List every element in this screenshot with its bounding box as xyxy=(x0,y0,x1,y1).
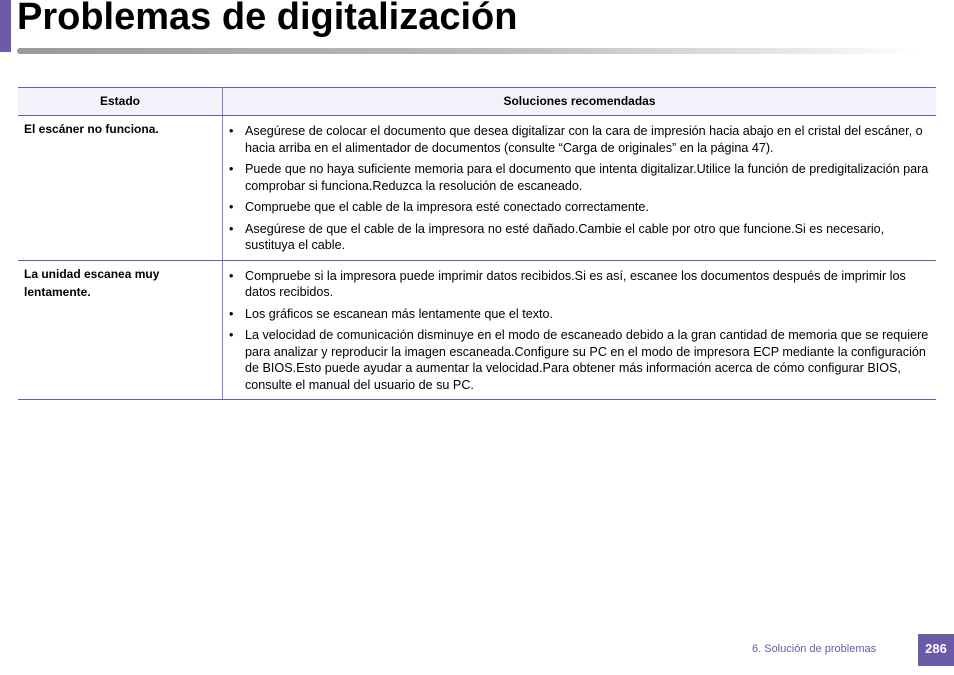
header-soluciones: Soluciones recomendadas xyxy=(223,88,937,116)
row-solutions xyxy=(223,116,937,261)
page-title: Problemas de digitalización xyxy=(17,0,518,38)
bullet-icon: • xyxy=(229,162,234,176)
title-underline xyxy=(17,48,917,54)
bullet-icon: • xyxy=(229,124,234,138)
solution-text: La velocidad de comunicación disminuye en el modo de escaneado debido a la gran cantidad de memoria que se requiere para analizar y reproducir la imagen escaneada.Configure su PC en el modo de impresora ECP mediante la configuración de BIOS.Esto puede ayudar a aumentar la velocidad.Para obtener más información acerca de cómo configurar BIOS, consulte el manual del usuario de su PC. xyxy=(245,328,929,392)
list-item xyxy=(223,199,930,216)
list-item xyxy=(223,306,930,323)
bullet-icon: • xyxy=(229,221,234,236)
footer-chapter: 6. Solución de problemas xyxy=(752,643,877,655)
page-number-badge: 286 xyxy=(918,634,954,666)
list-item xyxy=(223,123,930,156)
troubleshooting-table xyxy=(18,87,936,400)
solution-text: Los gráficos se escanean más lentamente que el texto. xyxy=(245,306,554,321)
solution-text: Compruebe que el cable de la impresora esté conectado correctamente. xyxy=(245,200,649,214)
table-row xyxy=(18,116,936,261)
table-row xyxy=(18,260,936,400)
bullet-icon: • xyxy=(229,306,234,321)
list-item xyxy=(223,268,930,301)
row-state: El escáner no funciona. xyxy=(18,116,223,261)
bullet-icon: • xyxy=(229,200,234,214)
solution-text: Puede que no haya suficiente memoria para el documento que intenta digitalizar.Utilice la función de predigitalización para comprobar si funciona.Reduzca la resolución de escaneado. xyxy=(245,162,929,193)
list-item xyxy=(223,327,930,393)
row-state: La unidad escanea muy lentamente. xyxy=(18,260,223,400)
title-accent-bar xyxy=(0,0,11,52)
row-solutions xyxy=(223,260,937,400)
table-header-row xyxy=(18,88,936,116)
solutions-list xyxy=(223,268,930,394)
solution-text: Asegúrese de que el cable de la impresora no esté dañado.Cambie el cable por otro que funcione.Si es necesario, sustituya el cable. xyxy=(245,221,885,252)
bullet-icon: • xyxy=(229,328,234,342)
list-item xyxy=(223,161,930,194)
solution-text: Compruebe si la impresora puede imprimir datos recibidos.Si es así, escanee los documentos después de imprimir los datos recibidos. xyxy=(245,268,906,299)
solution-text: Asegúrese de colocar el documento que desea digitalizar con la cara de impresión hacia abajo en el cristal del escáner, o hacia arriba en el alimentador de documentos (consulte “Carga de originales” en la página 47). xyxy=(245,124,923,155)
header-estado: Estado xyxy=(18,88,223,116)
bullet-icon: • xyxy=(229,268,234,283)
list-item xyxy=(223,221,930,254)
solutions-list xyxy=(223,123,930,254)
